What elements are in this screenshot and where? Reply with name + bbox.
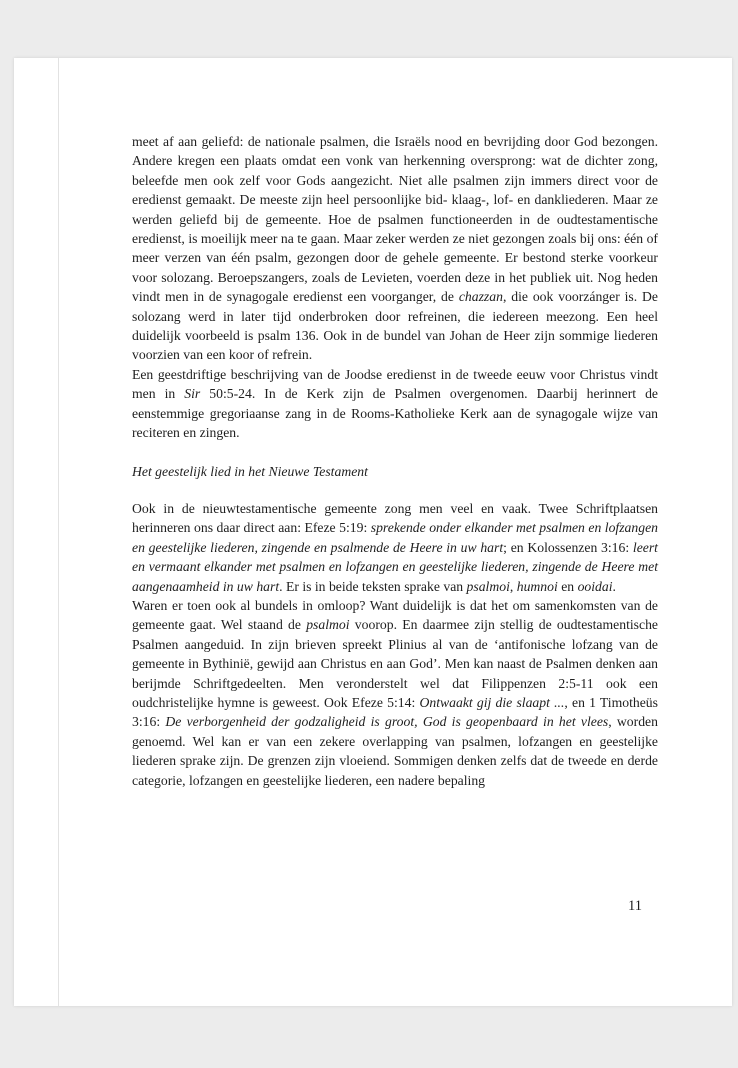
scripture-quote: De verborgenheid der godzaligheid is groot, God is geopenbaard in het vlees (165, 714, 609, 730)
greek-term: psalmoi (306, 617, 350, 633)
greek-term: ooidai (577, 578, 613, 594)
paragraph-3: Ook in de nieuwtestamentische gemeente zong men veel en vaak. Twee Schriftplaatsen herinneren ons daar direct aan: Efeze 5:19: sprekende onder elkander met psalmen en lofzangen en geestelijke liederen, zingende en psalmende de Heere in uw hart; en Kolossenzen 3:16: leert en vermaant elkander met psalmen en lofzangen en geestelijke liederen, zingende de Heere met aangenaamheid in uw hart. Er is in beide teksten sprake van psalmoi, humnoi en ooidai. (132, 500, 659, 594)
scripture-quote: Ontwaakt gij die slaapt ... (419, 694, 565, 710)
emphasis: Sir (184, 386, 201, 402)
greek-term: psalmoi (466, 578, 510, 594)
page-binding-edge (58, 58, 59, 1006)
body-text (132, 132, 658, 790)
paragraph-4: Waren er toen ook al bundels in omloop? Want duidelijk is dat het om samenkomsten van de gemeente gaat. Wel staand de psalmoi voorop. En daarmee zijn stellig de oudtestamentische Psalmen aangeduid. In zijn brieven spreekt Plinius al van de ‘antifonische lofzang van de gemeente in Bythinië, gewijd aan Christus en aan God’. Men kan naast de Psalmen denken aan berijmde Schriftgedeelten. Men veronderstelt wel dat Filippenzen 2:5-11 ook een oudchristelijke hymne is geweest. Ook Efeze 5:14: Ontwaakt gij die slaapt ..., en 1 Timotheüs 3:16: De verborgenheid der godzaligheid is groot, God is geopenbaard in het vlees, worden genoemd. Wel kan er van een zekere overlapping van psalmen, lofzangen en geestelijke liederen sprake zijn. De grenzen zijn vloeiend. Sommigen denken zelfs dat de tweede en derde categorie, lofzangen en geestelijke liederen, een nadere bepaling (132, 597, 658, 788)
scripture-quote: sprekende onder elkander met psalmen en lofzangen en geestelijke liederen, zingende en psalmende de Heere in uw hart (132, 520, 659, 555)
section-heading: Het geestelijk lied in het Nieuwe Testament (132, 463, 368, 479)
scripture-quote: leert en vermaant elkander met psalmen en lofzangen en geestelijke liederen, zingende de Heere met aangenaamheid in uw hart (132, 539, 658, 594)
book-page (14, 58, 732, 1006)
emphasis: chazzan (458, 289, 503, 305)
paragraph-1: meet af aan geliefd: de nationale psalmen, die Israëls nood en bevrijding door God bezongen. Andere kregen een plaats omdat een vonk van herkenning oversprong: wat de dichter zong, beleefde men ook zelf voor Gods aangezicht. Niet alle psalmen zijn immers direct voor de eredienst gemaakt. De meeste zijn heel persoonlijke bid- klaag-, lof- en dankliederen. Maar ze werden geliefd bij de gemeente. Hoe de psalmen functioneerden in de oudtestamentische eredienst, is moeilijk meer na te gaan. Maar zeker werden ze niet gezongen zoals bij ons: één of meer verzen van één psalm, gezongen door de gehele gemeente. Er bestond sterke voorkeur voor solozang. Beroepszangers, zoals de Levieten, voerden deze in het publiek uit. Nog heden vindt men in de synagogale eredienst een voorganger, de chazzan, die ook voorzánger is. De solozang werd in later tijd onderbroken door refreinen, die iedereen meezong. Een heel duidelijk voorbeeld is psalm 136. Ook in de bundel van Johan de Heer zijn sommige liederen voorzien van een koor of refrein. (132, 134, 658, 363)
paragraph-2: Een geestdriftige beschrijving van de Joodse eredienst in de tweede eeuw voor Christus vindt men in Sir 50:5-24. In de Kerk zijn de Psalmen overgenomen. Daarbij herinnert de eenstemmige gregoriaanse zang in de Rooms-Katholieke Kerk aan de synagogale wijze van reciteren en zingen. (132, 366, 659, 441)
page-number: 11 (628, 898, 642, 914)
greek-term: humnoi (516, 578, 558, 594)
